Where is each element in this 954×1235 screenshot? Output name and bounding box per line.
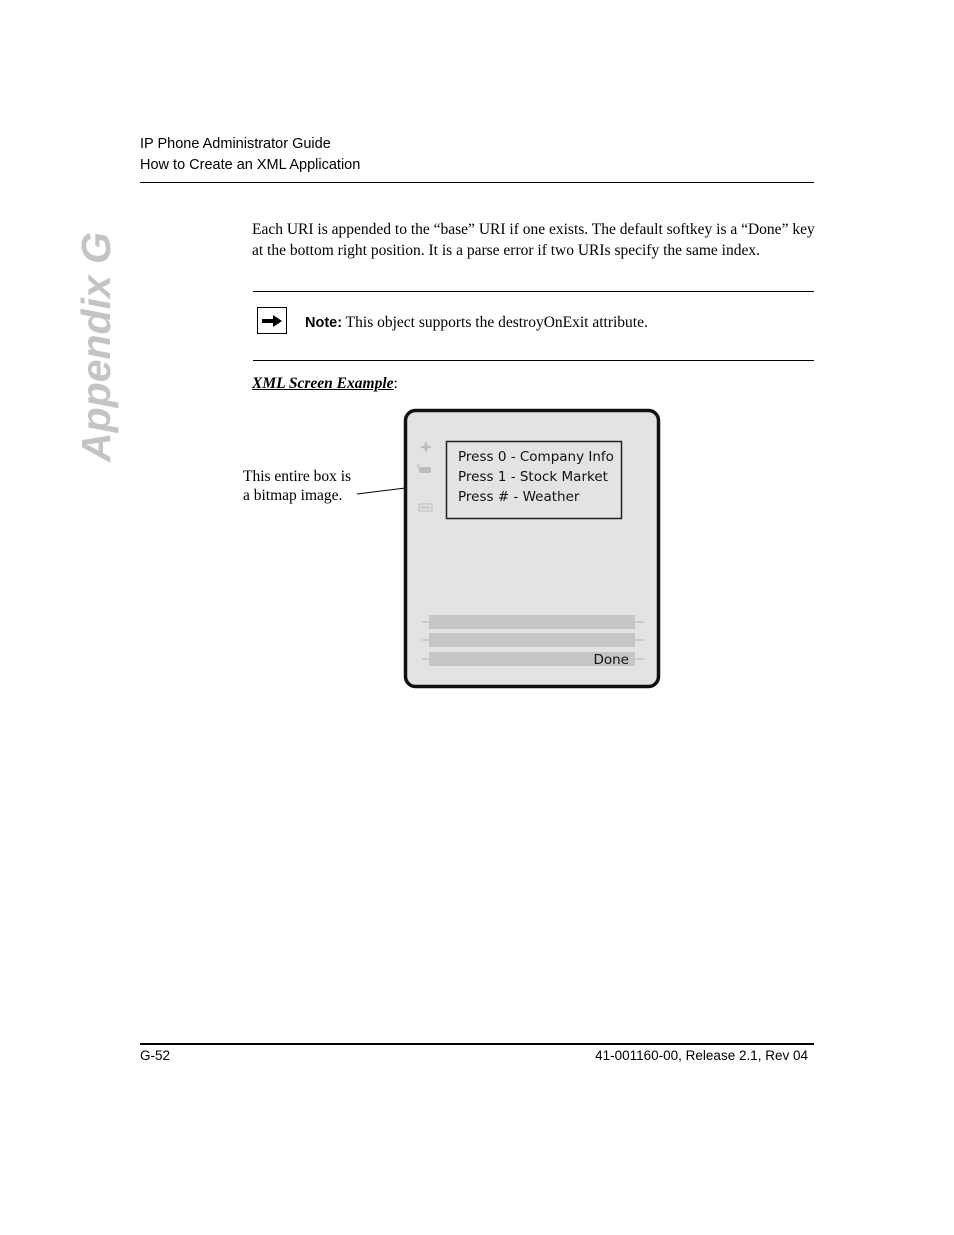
example-caption bbox=[252, 375, 398, 393]
note-rule-top bbox=[253, 291, 814, 292]
arrow-right-icon bbox=[257, 307, 287, 334]
header-rule bbox=[140, 182, 814, 183]
example-caption-suffix: : bbox=[393, 375, 398, 392]
note-label: Note: bbox=[305, 315, 343, 331]
note bbox=[305, 314, 648, 332]
callout-line-1: This entire box is bbox=[243, 468, 352, 485]
header-title: IP Phone Administrator Guide bbox=[140, 136, 331, 152]
note-text: This object supports the destroyOnExit attribute. bbox=[345, 314, 648, 331]
softkey-row-2[interactable] bbox=[422, 633, 644, 647]
softkey-done-label: Done bbox=[593, 652, 629, 668]
appendix-side-tab: Appendix G bbox=[73, 231, 119, 462]
footer-page-number: G-52 bbox=[140, 1048, 171, 1063]
softkey-done[interactable] bbox=[422, 652, 644, 668]
note-rule-bottom bbox=[253, 360, 814, 361]
header-subtitle: How to Create an XML Application bbox=[140, 157, 361, 173]
callout-text bbox=[243, 467, 351, 505]
example-caption-title: XML Screen Example bbox=[252, 375, 394, 392]
menu-line-1: Press 0 - Company Info bbox=[458, 449, 614, 465]
footer-rule bbox=[140, 1043, 814, 1045]
body-paragraph: Each URI is appended to the “base” URI if one exists. The default softkey is a “Done” key at the bottom right position. It is a parse error if two URIs specify the same index. bbox=[252, 221, 815, 259]
footer-doc-id: 41-001160-00, Release 2.1, Rev 04 bbox=[595, 1048, 808, 1063]
menu-line-3: Press # - Weather bbox=[458, 489, 580, 505]
softkey-row-1[interactable] bbox=[422, 615, 644, 629]
phone-screen-figure bbox=[340, 400, 670, 695]
callout-line-2: a bitmap image. bbox=[243, 487, 343, 504]
menu-line-2: Press 1 - Stock Market bbox=[458, 469, 608, 485]
